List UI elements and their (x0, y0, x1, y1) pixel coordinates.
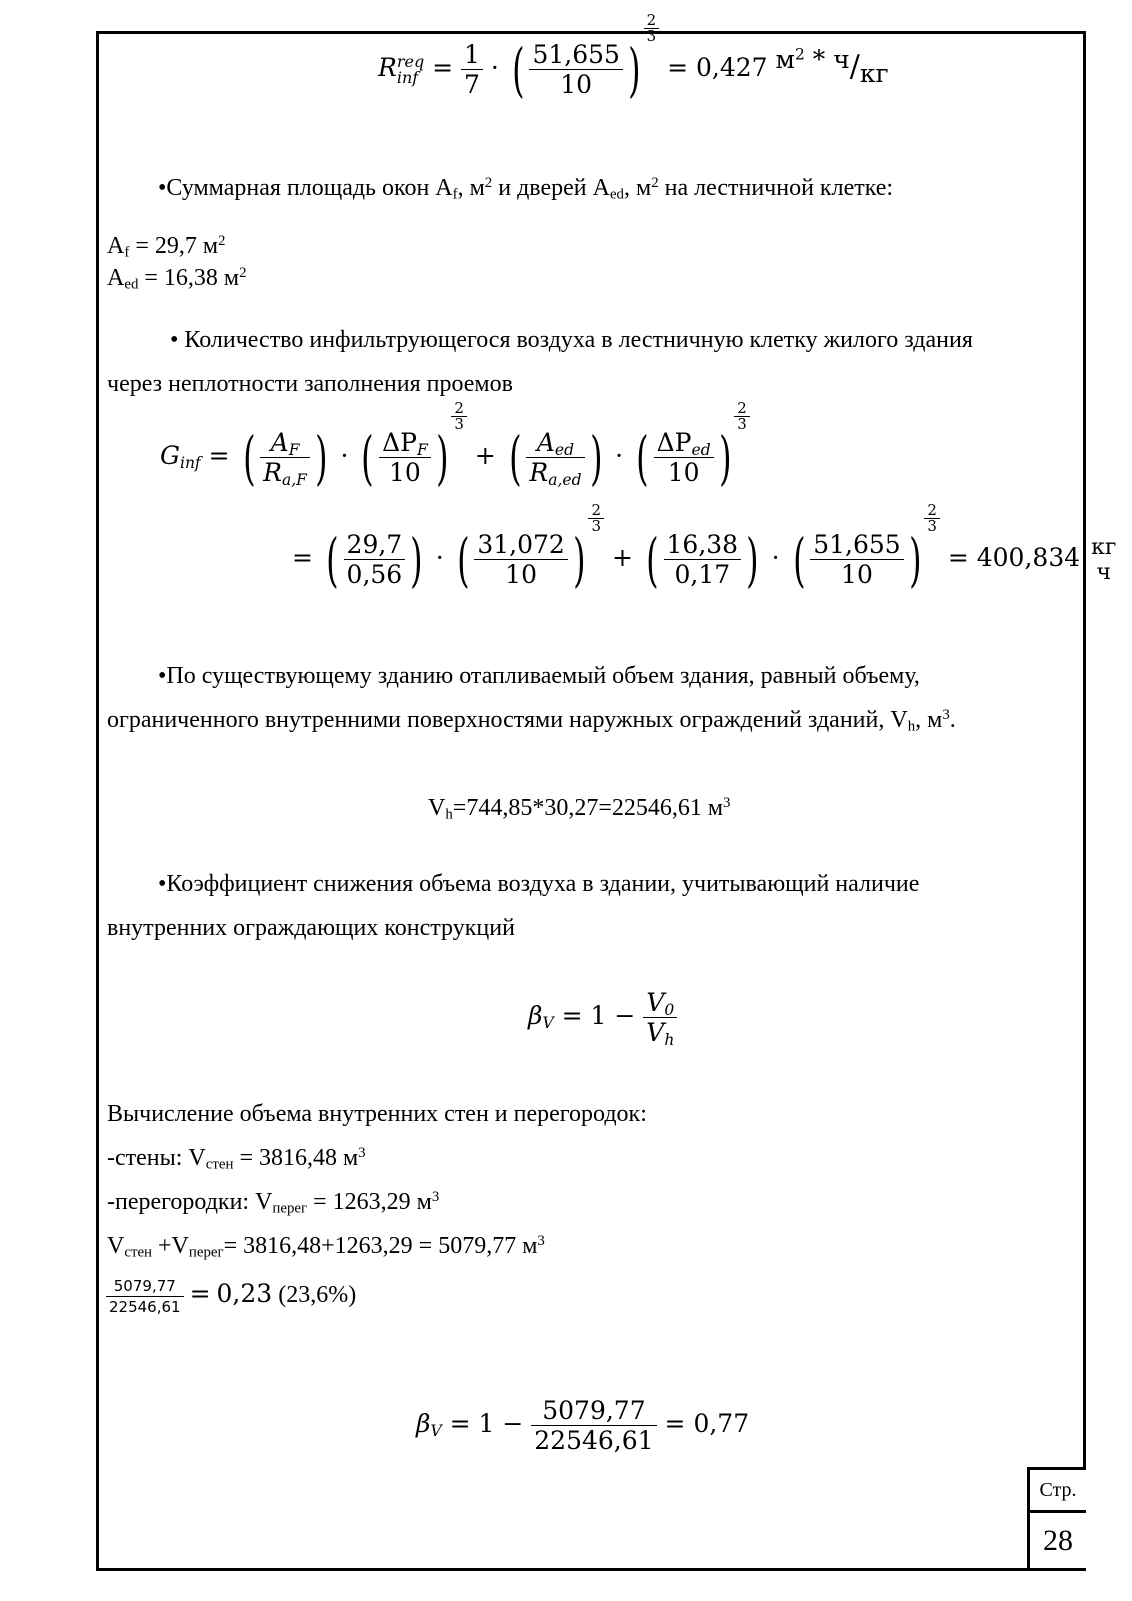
formula-beta-v-result: $\beta_V = 1$ − $\frac{5079,77}{22546,61}$ = 0,77 (416, 1396, 750, 1455)
partitions-volume-line: -перегородки: $V_{перег} = 1263,29$ $м^3$ (107, 1188, 440, 1217)
ratio-line: $\frac{5079,77}{22546,61}$ = 0,23 (23,6%) (106, 1276, 356, 1317)
bullet-volume-line-1: •По существующему зданию отапливаемый объем здания, равный объему, (158, 663, 920, 689)
bullet-coefficient-line-2: внутренних ограждающих конструкций (107, 915, 515, 941)
bullet-volume-line-2: ограниченного внутренними поверхностями наружных ограждений зданий, $V_h$, $м^3$. (107, 706, 956, 735)
af-value-line: $A_f = 29,7$ $м^2$ (107, 232, 226, 261)
sum-volume-line: $V_{стен} +V_{перег}= 3816,48+1263,29 = 5079,77$ $м^3$ (107, 1232, 545, 1261)
formula-r-inf: R req inf = $\frac{1}{7}$ · ( $\frac{51,655}{10}$ ) $\frac{2}{3}$ = 0,427 $м^2 * ч/кг$ (378, 11, 889, 104)
calc-title: Вычисление объема внутренних стен и перегородок: (107, 1101, 647, 1127)
formula-g-inf-line-1: $G_{inf}$ = ( $\frac{A_F}{R_{a,F}}$ ) · ( $\frac{\Delta P_F}{10}$ ) $\frac{2}{3}$ + ( $\frac{A_{ed}}{R_{a,ed}}$ ) · ( $\frac{\Delta P_{ed}}{10}$ ) $\frac{2}{3}$ (160, 428, 750, 487)
formula-g-inf-line-2: = ( $\frac{29,7}{0,56}$ ) · ( $\frac{31,072}{10}$ ) $\frac{2}{3}$ + ( $\frac{16,38}{0,17}$ ) · ( $\frac{51,655}{10}$ ) $\frac{2}{3}$ = 400,834 кг ч (292, 501, 1117, 594)
vh-calculation: $V_h=744,85*30,27=22546,61$ $м^3$ (428, 794, 731, 823)
page-label: Стр. (1027, 1467, 1086, 1513)
bullet-infiltration-line-1: • Количество инфильтрующегося воздуха в лестничную клетку жилого здания (170, 327, 973, 353)
walls-volume-line: -стены: $V_{стен} = 3816,48$ $м^3$ (107, 1144, 366, 1173)
bullet-infiltration-line-2: через неплотности заполнения проемов (107, 371, 513, 397)
bullet-coefficient-line-1: •Коэффициент снижения объема воздуха в здании, учитывающий наличие (158, 871, 920, 897)
aed-value-line: $A_{ed} = 16,38$ $м^2$ (107, 264, 247, 293)
bullet-area-text: •Суммарная площадь окон $A_f$, $м^2$ и дверей $A_{ed}$, $м^2$ на лестничной клетке: (158, 174, 894, 203)
formula-beta-v: $\beta_V = 1$ − $\frac{V_0}{V_h}$ (528, 988, 677, 1047)
page-number: 28 (1027, 1510, 1086, 1571)
